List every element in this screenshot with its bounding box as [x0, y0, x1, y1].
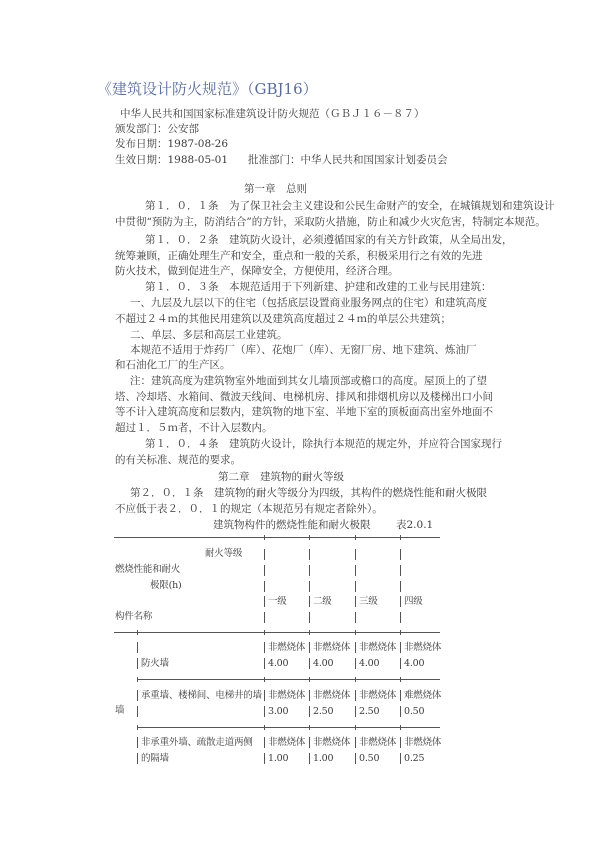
chapter2-heading: 第二章 建筑物的耐火等级 [218, 471, 344, 483]
column-divider [400, 565, 401, 576]
fire-limit-cell: 2.50 [309, 706, 333, 717]
column-divider [355, 549, 356, 560]
rule-tick [400, 725, 401, 730]
paragraph-line: 不超过２４ｍ的其他民用建筑以及建筑高度超过２４ｍ的单层公共建筑； [115, 313, 451, 325]
paragraph-line: 等不计入建筑高度和层数内，建筑物的地下室、半地下室的顶板面高出室外地面不 [115, 406, 493, 418]
combustibility-cell: 非燃烧体 [264, 642, 305, 653]
rule-tick [309, 630, 310, 635]
fire-limit-cell: 0.25 [400, 753, 424, 764]
effective-date: 生效日期：1988-05-01 [115, 154, 229, 166]
paragraph-line: 一、九层及九层以下的住宅（包括底层设置商业服务网点的住宅）和建筑高度 [130, 297, 487, 309]
column-divider [264, 565, 265, 576]
combustibility-cell: 非燃烧体 [309, 690, 350, 701]
column-divider [400, 581, 401, 592]
rule-tick [400, 630, 401, 635]
paragraph-line: 统筹兼顾，正确处理生产和安全，重点和一般的关系，积极采用行之有效的先进 [115, 250, 483, 262]
rule-tick [355, 725, 356, 730]
grade-label: 耐火等级 [205, 548, 243, 559]
combustibility-cell: 非燃烧体 [309, 642, 350, 653]
rule-tick [264, 630, 265, 635]
combustibility-cell: 难燃烧体 [400, 690, 441, 701]
paragraph-line: 防火技术，做到促进生产，保障安全，方便使用，经济合理。 [115, 265, 399, 277]
rule-tick [355, 630, 356, 635]
fire-limit-cell: 4.00 [309, 658, 333, 669]
rule-tick [264, 535, 265, 540]
column-divider [264, 581, 265, 592]
column-divider [355, 581, 356, 592]
combustibility-cell: 非燃烧体 [264, 690, 305, 701]
standard-name: 中华人民共和国国家标准建筑设计防火规范（ＧＢＪ１６－８７） [120, 108, 425, 120]
rule-tick [309, 535, 310, 540]
grade-3: 三级 [355, 596, 378, 607]
table-rule [137, 679, 440, 680]
component-name [137, 706, 141, 717]
rule-tick [264, 677, 265, 682]
combustibility-cell: 非燃烧体 [355, 642, 396, 653]
component-label: 构件名称 [115, 611, 153, 622]
paragraph-line: 的有关标准、规范的要求。 [115, 454, 241, 466]
rule-tick [137, 630, 138, 635]
column-divider [400, 549, 401, 560]
fire-limit-cell: 2.50 [355, 706, 379, 717]
performance-label: 燃烧性能和耐火 [115, 564, 181, 575]
component-name: 承重墙、楼梯间、电梯井的墙 [137, 690, 262, 701]
paragraph-line: 中贯彻“预防为主，防消结合”的方针，采取防火措施，防止和减少火灾危害，特制定本规范。 [115, 216, 546, 228]
chapter1-heading: 第一章 总则 [244, 183, 307, 195]
component-name [137, 642, 141, 653]
table-rule [137, 727, 440, 728]
rule-tick [264, 725, 265, 730]
fire-limit-cell: 4.00 [400, 658, 424, 669]
table-number: 表2.0.1 [396, 519, 434, 531]
paragraph-line: 超过１．５ｍ者，不计入层数内。 [115, 422, 273, 434]
publish-date: 发布日期：1987-08-26 [115, 138, 229, 150]
grade-2: 二级 [309, 596, 332, 607]
rule-tick [137, 725, 138, 730]
rule-tick [137, 677, 138, 682]
rule-tick [400, 535, 401, 540]
fire-limit-cell: 4.00 [264, 658, 288, 669]
component-name: 的隔墙 [137, 753, 169, 764]
approver: 批准部门：中华人民共和国国家计划委员会 [248, 154, 448, 166]
rule-tick [309, 677, 310, 682]
paragraph-line: 二、单层、多层和高层工业建筑。 [130, 329, 288, 341]
combustibility-cell: 非燃烧体 [264, 737, 305, 748]
fire-limit-cell: 0.50 [400, 706, 424, 717]
combustibility-cell: 非燃烧体 [400, 737, 441, 748]
column-divider [309, 565, 310, 576]
grade-4: 四级 [400, 596, 423, 607]
grade-1: 一级 [264, 596, 287, 607]
limit-label: 极限(h) [150, 580, 182, 591]
combustibility-cell: 非燃烧体 [400, 642, 441, 653]
column-divider [264, 612, 265, 623]
component-name: 防火墙 [137, 658, 169, 669]
paragraph-line: 不应低于表２．０．１的规定（本规范另有规定者除外）。 [115, 503, 383, 515]
paragraph-line: 和石油化工厂的生产区。 [115, 359, 231, 371]
combustibility-cell: 非燃烧体 [355, 690, 396, 701]
rule-tick [400, 677, 401, 682]
column-divider [309, 581, 310, 592]
column-divider [400, 612, 401, 623]
fire-limit-cell: 3.00 [264, 706, 288, 717]
paragraph-line: 第１．０．４条 建筑防火设计，除执行本规范的规定外，并应符合国家现行 [145, 438, 502, 450]
fire-limit-cell: 0.50 [355, 753, 379, 764]
paragraph-line: 第２．０．１条 建筑物的耐火等级分为四级，其构件的燃烧性能和耐火极限 [130, 487, 487, 499]
combustibility-cell: 非燃烧体 [309, 737, 350, 748]
table-rule [114, 632, 440, 633]
fire-limit-cell: 1.00 [309, 753, 333, 764]
issuer: 颁发部门：公安部 [115, 123, 199, 135]
column-divider [355, 565, 356, 576]
column-divider [309, 549, 310, 560]
paragraph-line: 第１．０．１条 为了保卫社会主义建设和公民生命财产的安全，在城镇规划和建筑设计 [145, 200, 555, 212]
paragraph-line: 第１．０．３条 本规范适用于下列新建、护建和改建的工业与民用建筑： [145, 281, 492, 293]
column-divider [355, 612, 356, 623]
column-divider [309, 612, 310, 623]
rule-tick [309, 725, 310, 730]
combustibility-cell: 非燃烧体 [355, 737, 396, 748]
rule-tick [355, 677, 356, 682]
table-caption: 建筑物构件的燃烧性能和耐火极限 [213, 519, 371, 531]
wall-group-label: 墙 [115, 705, 125, 716]
paragraph-line: 本规范不适用于炸药厂（库）、花炮厂（库）、无窗厂房、地下建筑、炼油厂 [130, 344, 477, 356]
rule-tick [355, 535, 356, 540]
paragraph-line: 塔、冷却塔、水箱间、微波天线间、电梯机房、排风和排烟机房以及楼梯出口小间 [115, 391, 493, 403]
paragraph-line: 第１．０．２条 建筑防火设计，必须遵循国家的有关方针政策，从全局出发， [145, 234, 513, 246]
column-divider [264, 549, 265, 560]
table-rule [114, 537, 440, 538]
paragraph-line: 注：建筑高度为建筑物室外地面到其女儿墙顶部或檐口的高度。屋顶上的了望 [130, 375, 487, 387]
fire-limit-cell: 1.00 [264, 753, 288, 764]
fire-limit-cell: 4.00 [355, 658, 379, 669]
document-title: 《建筑设计防火规范》（GBJ16） [97, 80, 318, 98]
component-name: 非承重外墙、疏散走道两侧 [137, 737, 253, 748]
